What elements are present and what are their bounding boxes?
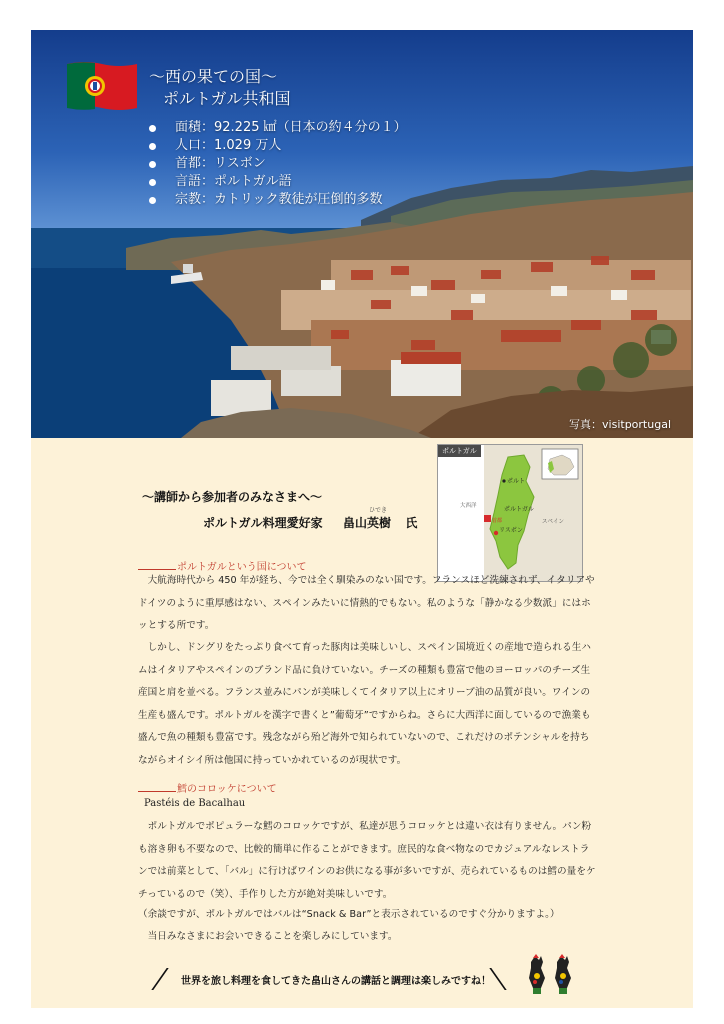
flyer-page	[31, 30, 693, 1008]
hero-title-line1: ～西の果ての国～	[149, 67, 278, 86]
map-label-atlantic: 大西洋	[460, 503, 477, 509]
section1-paragraph1: 大航海時代から 450 年が経ち、今では全く馴染みのない国です。フランスほど洗練されず、イタリアやドイツのように重厚感はない、スペインみたいに情熱的でもない。私のような「静かなる少数派」にはホッとする所です。	[138, 575, 595, 631]
map-label-lisbon: リスボン	[499, 527, 523, 534]
map-label-portugal: ポルトガル	[504, 506, 534, 513]
section2-paragraph3: 当日みなさまにお会いできることを楽しみにしています。	[147, 931, 398, 942]
portugal-flag-icon	[67, 60, 137, 112]
author-name: 畠山英樹	[343, 516, 392, 530]
author-name-ruby: ひでき	[369, 507, 388, 514]
map-label-capital: 首都	[492, 518, 503, 524]
heading-underline	[138, 791, 176, 792]
closing-text: 世界を旅し料理を食してきた畠山さんの講話と調理は楽しみですね！	[181, 976, 491, 987]
closing-right-slash	[489, 968, 506, 990]
hero-title	[149, 66, 291, 110]
map-title: ポルトガル	[438, 445, 481, 457]
hero-title-line2: ポルトガル共和国	[163, 89, 291, 108]
author-title: ポルトガル料理愛好家	[203, 516, 323, 530]
greeting-heading: ～講師から参加者のみなさまへ～	[142, 490, 323, 504]
author-suffix: 氏	[405, 516, 418, 530]
author-line	[203, 507, 418, 531]
photo-credit: 写真：visitportugal	[569, 418, 671, 431]
closing-banner	[159, 966, 499, 996]
section2-paragraph2: （余談ですが、ポルトガルではバルは“Snack & Bar”と表示されているのですぐ分かりますよ。）	[138, 909, 560, 920]
fact-population: 人口：1.029 万人	[149, 137, 407, 155]
hero-photo	[31, 30, 693, 438]
section2-heading	[138, 780, 277, 795]
portugal-map	[437, 444, 583, 582]
section1-heading-text: ポルトガルという国について	[177, 562, 307, 573]
country-facts-list	[149, 119, 407, 209]
map-label-spain: スペイン	[542, 519, 565, 525]
fact-capital: 首都：リスボン	[149, 155, 407, 173]
section1-paragraph2: しかし、ドングリをたっぷり食べて育った豚肉は美味しいし、スペイン国境近くの産地で造られる生ハムはイタリアやスペインのブランド品に負けていない。チーズの種類も豊富で他のヨーロッパのチーズ生産国と肩を並べる。フランス並みにパンが美味しくてイタリア以上にオリーブ油の品質が良い。ワインの生産も盛んです。ポルトガルを漢字で書くと”葡萄牙”ですからね。さらに大西洋に面しているので漁業も盛んで魚の種類も豊富です。残念ながら殆ど海外で知られていないので、これだけのポテンシャルを持ちながらオイシイ所は他国に持っていかれているのが現状です。	[138, 642, 592, 766]
barcelos-rooster-icon	[523, 952, 581, 998]
section2-paragraph1: ポルトガルでポピュラーな鱈のコロッケですが、私達が思うコロッケとは違い衣は有りません。パン粉も溶き卵も不要なので、比較的簡単に作ることができます。庶民的な食べ物なのでカジュアルなレストランでは前菜として、「バル」に行けばワインのお供になる事が多いですが、売られているものは鱈の量をケチっているので（笑）、手作りした方が絶対美味しいです。	[138, 821, 596, 900]
fact-area: 面積：92.225 ㎢（日本の約４分の１）	[149, 119, 407, 137]
section2-heading-text: 鱈のコロッケについて	[177, 784, 277, 795]
fact-language: 言語：ポルトガル語	[149, 173, 407, 191]
dish-name: Pastéis de Bacalhau	[144, 798, 246, 809]
fact-religion: 宗教：カトリック教徒が圧倒的多数	[149, 191, 407, 209]
map-label-porto: ポルト	[507, 478, 526, 485]
map-illustration	[438, 445, 582, 581]
closing-left-slash	[151, 968, 168, 990]
